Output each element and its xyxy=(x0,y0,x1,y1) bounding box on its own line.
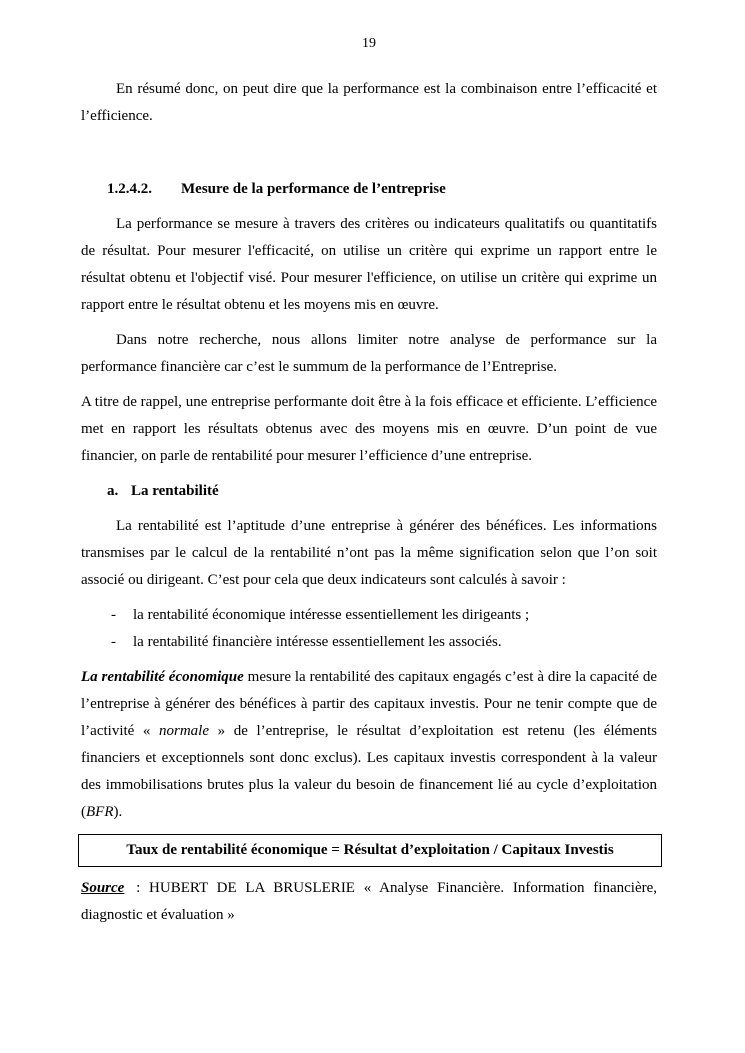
paragraph-body: » de l’entreprise, le résultat d’exploitation est retenu (les éléments financiers et exceptionnels sont donc exclus). Les capitaux investis correspondent à la valeur des immobilisations brutes plus la valeur du besoin de financement lié au cycle d’exploitation ( xyxy=(81,723,657,820)
paragraph-body: ). xyxy=(113,804,123,820)
paragraph-intro: En résumé donc, on peut dire que la performance est la combinaison entre l’efficacité et l’efficience. xyxy=(81,81,657,124)
indicator-list xyxy=(81,602,657,656)
paragraph-recherche: Dans notre recherche, nous allons limiter notre analyse de performance sur la performance financière car c’est le summum de la performance de l’Entreprise. xyxy=(81,332,657,375)
list-item xyxy=(81,602,657,629)
subheading-title: La rentabilité xyxy=(131,483,219,499)
paragraph-rentabilite: La rentabilité est l’aptitude d’une entreprise à générer des bénéfices. Les informations transmises par le calcul de la rentabilité n’ont pas la même signification selon que l’on soit associé ou dirigeant. C’est pour cela que deux indicateurs sont calculés à savoir : xyxy=(81,518,657,588)
subheading-letter: a. xyxy=(107,483,119,499)
section-number: 1.2.4.2. xyxy=(107,181,152,197)
list-item-text: la rentabilité financière intéresse essentiellement les associés. xyxy=(133,634,502,650)
italic-term-normale: normale xyxy=(159,723,210,739)
dash-marker: - xyxy=(111,634,116,650)
paragraph-body: mesure la rentabilité des capitaux engagés c’est à dire la capacité de l’entreprise à générer des bénéfices à partir des capitaux investis. Pour ne tenir compte que de l’activité « xyxy=(81,669,657,739)
paragraph-economique xyxy=(81,664,657,826)
source-citation xyxy=(81,875,657,929)
list-item xyxy=(81,629,657,656)
paragraph-mesure: La performance se mesure à travers des critères ou indicateurs qualitatifs ou quantitatifs de résultat. Pour mesurer l'efficacité, on utilise un critère qui exprime un rapport entre le résultat obtenu et l'objectif visé. Pour mesurer l'efficience, on utilise un critère qui exprime un rapport entre le résultat obtenu et les moyens mis en œuvre. xyxy=(81,216,657,313)
section-heading xyxy=(81,176,657,203)
subheading-rentabilite xyxy=(81,478,657,505)
dash-marker: - xyxy=(111,607,116,623)
source-text: : HUBERT DE LA BRUSLERIE « Analyse Financière. Information financière, diagnostic et évaluation » xyxy=(81,880,657,923)
formula-text: Taux de rentabilité économique = Résultat d’exploitation / Capitaux Investis xyxy=(126,842,614,858)
paragraph-lead-term: La rentabilité économique xyxy=(81,669,244,685)
italic-term-bfr: BFR xyxy=(86,804,114,820)
section-title: Mesure de la performance de l’entreprise xyxy=(181,181,446,197)
page-number: 19 xyxy=(362,36,376,51)
list-item-text: la rentabilité économique intéresse essentiellement les dirigeants ; xyxy=(133,607,530,623)
formula-box xyxy=(78,834,662,867)
paragraph-rappel: A titre de rappel, une entreprise performante doit être à la fois efficace et efficiente. L’efficience met en rapport les résultats obtenus avec des moyens mis en œuvre. D’un point de vue financier, on parle de rentabilité pour mesurer l’efficience d’une entreprise. xyxy=(81,394,657,464)
source-label: Source xyxy=(81,880,125,896)
